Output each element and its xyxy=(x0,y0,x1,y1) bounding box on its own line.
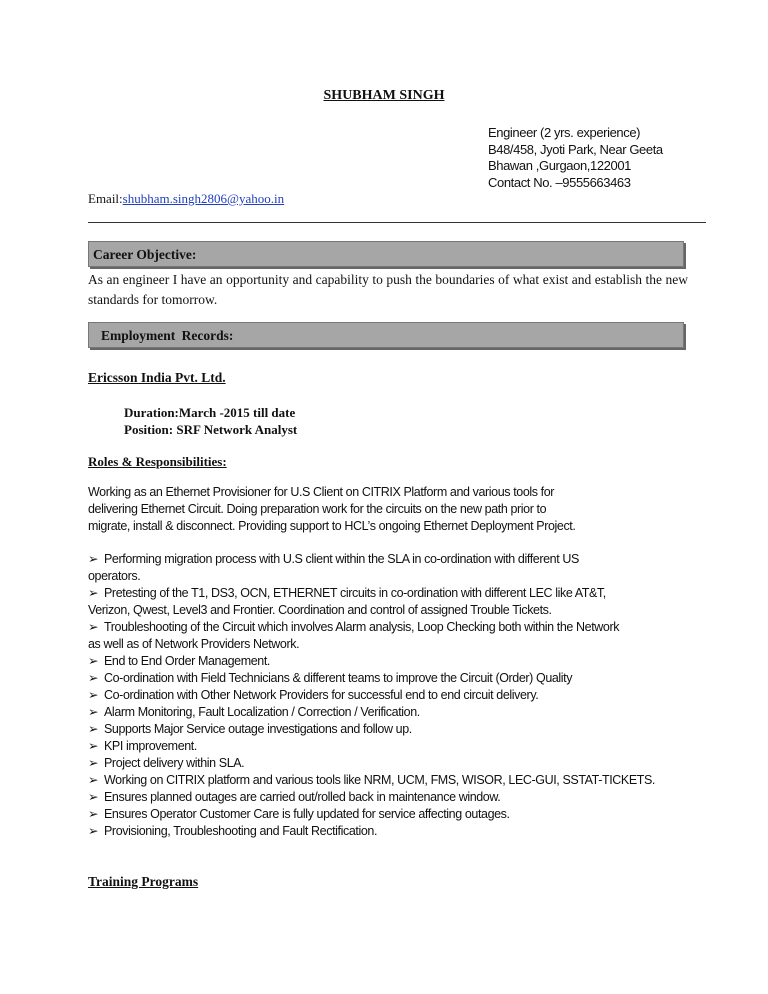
list-item-line xyxy=(88,721,655,738)
list-item-text: KPI improvement. xyxy=(104,739,197,753)
arrow-bullet-icon: ➢ xyxy=(88,807,99,821)
list-item-line xyxy=(88,653,655,670)
list-item xyxy=(88,619,655,653)
arrow-bullet-icon: ➢ xyxy=(88,824,99,838)
arrow-bullet-icon: ➢ xyxy=(88,586,99,600)
roles-heading: Roles & Responsibilities: xyxy=(88,454,227,469)
job-position: Position: SRF Network Analyst xyxy=(124,422,298,437)
list-item xyxy=(88,721,655,738)
list-item xyxy=(88,806,655,823)
list-item-text: Troubleshooting of the Circuit which involves Alarm analysis, Loop Checking both within the Network xyxy=(104,620,620,634)
list-item-text: Provisioning, Troubleshooting and Fault Rectification. xyxy=(104,824,378,838)
list-item-line xyxy=(88,585,655,602)
list-item xyxy=(88,755,655,772)
training-programs-heading: Training Programs xyxy=(88,874,199,889)
arrow-bullet-icon: ➢ xyxy=(88,654,99,668)
list-item-line xyxy=(88,602,655,619)
list-item-text: as well as of Network Providers Network. xyxy=(88,637,300,651)
list-item-line xyxy=(88,772,655,789)
candidate-name: SHUBHAM SINGH xyxy=(323,88,445,103)
list-item-line xyxy=(88,670,655,687)
list-item-text: Pretesting of the T1, DS3, OCN, ETHERNET circuits in co-ordination with different LEC like AT&T, xyxy=(104,586,606,600)
list-item-line xyxy=(88,687,655,704)
list-item-text: Co-ordination with Field Technicians & different teams to improve the Circuit (Order) Quality xyxy=(104,671,573,685)
email-label: Email: xyxy=(88,191,123,206)
company-name: Ericsson India Pvt. Ltd. xyxy=(88,370,226,385)
list-item xyxy=(88,653,655,670)
roles-summary xyxy=(88,484,575,535)
list-item xyxy=(88,687,655,704)
responsibilities-list xyxy=(88,551,655,840)
arrow-bullet-icon: ➢ xyxy=(88,705,99,719)
list-item xyxy=(88,789,655,806)
contact-line: Bhawan ,Gurgaon,122001 xyxy=(488,158,631,173)
list-item-text: Verizon, Qwest, Level3 and Frontier. Coordination and control of assigned Trouble Tickets. xyxy=(88,603,552,617)
list-item-text: Co-ordination with Other Network Providers for successful end to end circuit delivery. xyxy=(104,688,539,702)
list-item-line xyxy=(88,806,655,823)
arrow-bullet-icon: ➢ xyxy=(88,552,99,566)
list-item xyxy=(88,823,655,840)
list-item-text: Working on CITRIX platform and various tools like NRM, UCM, FMS, WISOR, LEC-GUI, SSTAT-TICKETS. xyxy=(104,773,656,787)
list-item-line xyxy=(88,551,655,568)
list-item-line xyxy=(88,755,655,772)
summary-line: Working as an Ethernet Provisioner for U.S Client on CITRIX Platform and various tools for xyxy=(88,485,555,499)
arrow-bullet-icon: ➢ xyxy=(88,756,99,770)
career-objective-text: As an engineer I have an opportunity and capability to push the boundaries of what exist and establish the new standards for tomorrow. xyxy=(88,272,688,307)
list-item-line xyxy=(88,568,655,585)
list-item-text: Ensures Operator Customer Care is fully updated for service affecting outages. xyxy=(104,807,510,821)
list-item-line xyxy=(88,823,655,840)
job-duration: Duration:March -2015 till date xyxy=(124,405,296,420)
header-divider xyxy=(88,222,706,223)
list-item-line xyxy=(88,619,655,636)
arrow-bullet-icon: ➢ xyxy=(88,620,99,634)
list-item-text: Supports Major Service outage investigations and follow up. xyxy=(104,722,412,736)
list-item-line xyxy=(88,789,655,806)
list-item-text: Alarm Monitoring, Fault Localization / Correction / Verification. xyxy=(104,705,420,719)
list-item-line xyxy=(88,738,655,755)
list-item-text: Project delivery within SLA. xyxy=(104,756,245,770)
contact-block xyxy=(488,125,663,191)
arrow-bullet-icon: ➢ xyxy=(88,671,99,685)
contact-line: Engineer (2 yrs. experience) xyxy=(488,125,641,140)
list-item xyxy=(88,738,655,755)
summary-line: delivering Ethernet Circuit. Doing preparation work for the circuits on the new path prior to xyxy=(88,502,547,516)
job-details xyxy=(124,404,297,438)
career-objective-heading: Career Objective: xyxy=(88,241,684,267)
list-item-text: End to End Order Management. xyxy=(104,654,270,668)
list-item-text: operators. xyxy=(88,569,141,583)
list-item xyxy=(88,704,655,721)
arrow-bullet-icon: ➢ xyxy=(88,739,99,753)
employment-records-heading: Employment Records: xyxy=(88,322,684,348)
contact-line: Contact No. –9555663463 xyxy=(488,174,631,190)
list-item-line xyxy=(88,636,655,653)
arrow-bullet-icon: ➢ xyxy=(88,722,99,736)
email-link[interactable]: shubham.singh2806@yahoo.in xyxy=(122,191,285,206)
arrow-bullet-icon: ➢ xyxy=(88,688,99,702)
arrow-bullet-icon: ➢ xyxy=(88,773,99,787)
email-line xyxy=(88,191,284,207)
list-item xyxy=(88,772,655,789)
list-item xyxy=(88,551,655,585)
list-item xyxy=(88,670,655,687)
list-item-line xyxy=(88,704,655,721)
summary-line: migrate, install & disconnect. Providing support to HCL’s ongoing Ethernet Deployment Project. xyxy=(88,519,576,533)
list-item-text: Performing migration process with U.S client within the SLA in co-ordination with different US xyxy=(104,552,579,566)
list-item-text: Ensures planned outages are carried out/rolled back in maintenance window. xyxy=(104,790,501,804)
list-item xyxy=(88,585,655,619)
arrow-bullet-icon: ➢ xyxy=(88,790,99,804)
contact-line: B48/458, Jyoti Park, Near Geeta xyxy=(488,141,663,157)
